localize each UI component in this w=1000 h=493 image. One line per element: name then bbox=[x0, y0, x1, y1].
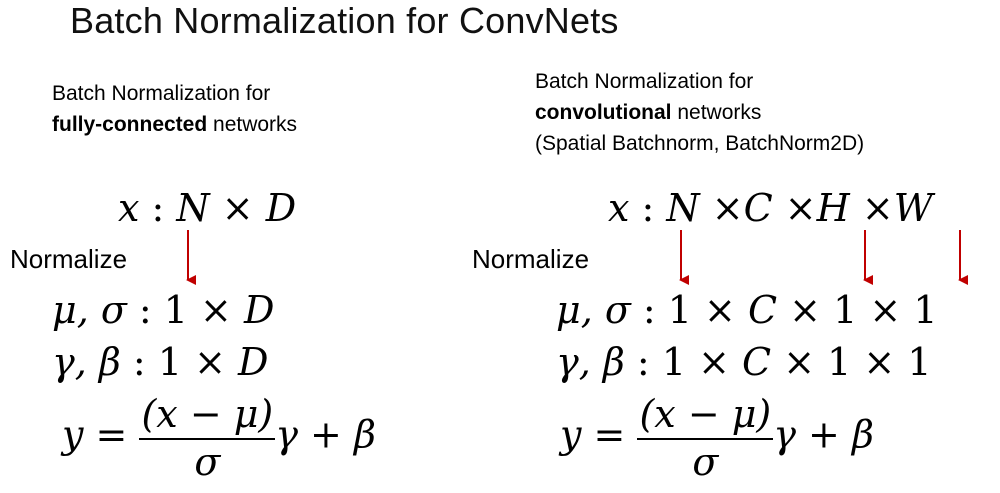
times-symbol: × bbox=[704, 288, 736, 332]
left-formula-denominator: σ bbox=[194, 440, 221, 484]
right-input-dim-c: C bbox=[743, 186, 773, 230]
times-symbol: × bbox=[698, 340, 730, 384]
left-stats-vars: μ, σ bbox=[52, 288, 127, 332]
right-stats-dim-1a: 1 bbox=[667, 288, 692, 332]
right-formula-lhs: y = bbox=[560, 412, 626, 457]
right-input-dim-h: H bbox=[816, 186, 850, 230]
right-input-dim-n: N bbox=[666, 186, 700, 230]
right-input-var: x bbox=[608, 186, 630, 230]
times-symbol: × bbox=[783, 340, 816, 384]
left-params-vars: γ, β bbox=[52, 340, 121, 384]
right-stats-vars: μ, σ bbox=[556, 288, 631, 332]
left-stats-dim-d: D bbox=[243, 288, 275, 332]
left-input-var: x bbox=[118, 186, 140, 230]
left-heading-rest: networks bbox=[207, 113, 298, 136]
right-formula-denominator: σ bbox=[692, 440, 719, 484]
right-input-dim-w: W bbox=[893, 186, 933, 230]
right-stats-dim-1b: 1 bbox=[833, 288, 858, 332]
times-symbol: × bbox=[863, 340, 896, 384]
times-symbol: × bbox=[869, 288, 902, 332]
right-params-dim-c: C bbox=[742, 340, 772, 384]
times-symbol: × bbox=[784, 186, 817, 230]
left-params-dim-1: 1 bbox=[157, 340, 182, 384]
right-stats-sep: : bbox=[630, 288, 668, 332]
left-params-sep: : bbox=[120, 340, 158, 384]
right-formula-rhs: γ + β bbox=[773, 412, 874, 457]
times-symbol: × bbox=[194, 340, 226, 384]
left-heading-bold: fully-connected bbox=[52, 113, 208, 136]
times-symbol: × bbox=[711, 186, 744, 230]
left-input-sep: : bbox=[139, 186, 177, 230]
right-normalize-label: Normalize bbox=[472, 244, 590, 274]
right-params-dim-1c: 1 bbox=[907, 340, 932, 384]
right-params-sep: : bbox=[624, 340, 662, 384]
slide-title: Batch Normalization for ConvNets bbox=[70, 0, 619, 41]
right-heading-rest: networks bbox=[671, 101, 762, 124]
left-params-dim-d: D bbox=[238, 340, 269, 384]
right-heading-line3: (Spatial Batchnorm, BatchNorm2D) bbox=[535, 132, 865, 155]
right-params-dim-1a: 1 bbox=[661, 340, 686, 384]
right-params-dim-1b: 1 bbox=[827, 340, 852, 384]
left-formula-rhs: γ + β bbox=[275, 412, 376, 457]
left-normalize-label: Normalize bbox=[10, 244, 128, 274]
left-heading-line1: Batch Normalization for bbox=[52, 82, 271, 105]
times-symbol: × bbox=[200, 288, 232, 332]
times-symbol: × bbox=[861, 186, 894, 230]
left-formula-lhs: y = bbox=[62, 412, 128, 457]
left-stats-dim-1: 1 bbox=[163, 288, 188, 332]
right-input-sep: : bbox=[629, 186, 667, 230]
right-heading-line1: Batch Normalization for bbox=[535, 70, 754, 93]
right-params-vars: γ, β bbox=[556, 340, 625, 384]
left-input-dim-n: N bbox=[176, 186, 210, 230]
right-stats-dim-c: C bbox=[747, 288, 778, 332]
left-stats-sep: : bbox=[126, 288, 164, 332]
right-heading-bold: convolutional bbox=[535, 101, 672, 124]
left-input-dim-d: D bbox=[265, 186, 297, 230]
left-formula-numerator: (x − μ) bbox=[141, 392, 274, 436]
right-stats-dim-1c: 1 bbox=[913, 288, 938, 332]
right-formula-numerator: (x − μ) bbox=[639, 392, 772, 436]
times-symbol: × bbox=[221, 186, 254, 230]
times-symbol: × bbox=[789, 288, 821, 332]
